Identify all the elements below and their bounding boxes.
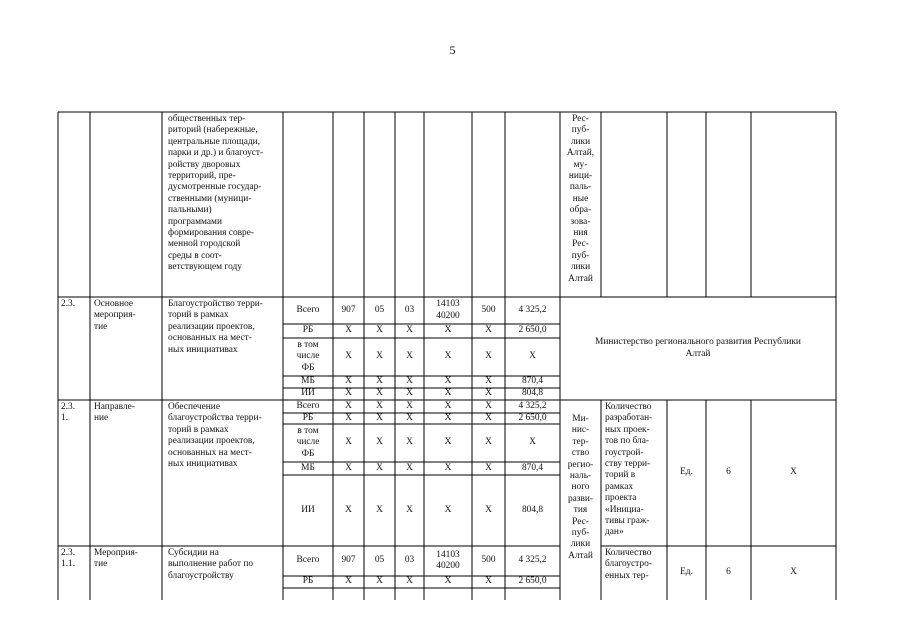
fin-code-line: Х [345, 576, 352, 587]
fin-code-line: Х [345, 400, 352, 411]
fin-label [284, 505, 332, 516]
fin-code [473, 325, 504, 336]
fin-label [284, 325, 332, 336]
fin-code [365, 463, 394, 474]
fin-code [396, 463, 423, 474]
fin-code-line: 500 [481, 304, 496, 315]
fin-amount [506, 463, 559, 474]
fin-code-line: Х [376, 412, 383, 423]
fin-code [425, 299, 471, 322]
fin-code [473, 463, 504, 474]
indicator-cell-line: рамках [605, 481, 634, 492]
fin-amount [506, 376, 559, 387]
row-number [61, 402, 87, 425]
fin-code [334, 505, 363, 516]
executor-cell-line: пуб- [571, 250, 590, 261]
fin-amount [506, 576, 559, 587]
indicator-cell-line: «Инициа- [605, 504, 644, 515]
fin-code-line: Х [345, 325, 352, 336]
fin-code [365, 505, 394, 516]
row-number [61, 299, 87, 310]
executor-cell-line: му- [573, 159, 588, 170]
indicator-cell-line: гоустрой- [605, 447, 644, 458]
executor-cell [561, 114, 600, 285]
fin-code [365, 576, 394, 587]
description-cell-line: формирования совре- [168, 228, 255, 239]
executor-cell-line: ство [571, 448, 590, 459]
row-number-line: 2.3. [61, 548, 76, 558]
fin-code [425, 388, 471, 399]
executor-cell-line: обра- [569, 205, 592, 216]
fin-code-line: Х [444, 504, 452, 515]
fin-code [334, 351, 363, 362]
executor-cell-line: Рес- [572, 516, 589, 527]
fin-code-line: Х [345, 388, 352, 399]
fin-code-line: Х [444, 437, 452, 448]
fin-label [284, 555, 332, 566]
row-number-line: 2.3. [61, 402, 76, 412]
fin-amount [506, 505, 559, 516]
value-cell-line: 6 [726, 467, 731, 478]
fin-amount-line: 804,8 [521, 388, 544, 399]
page-number: 5 [449, 43, 456, 57]
fin-code-line: Х [406, 576, 413, 587]
fin-code [396, 388, 423, 399]
executor-cell-line: лики [570, 136, 591, 147]
value2-cell-line: Х [790, 567, 797, 578]
row-type [94, 548, 158, 571]
description-cell-line: территорий, пре- [168, 171, 236, 182]
fin-code-line: Х [345, 437, 352, 448]
fin-code [365, 555, 394, 566]
fin-label-line: МБ [301, 462, 315, 473]
fin-code [334, 401, 363, 412]
executor-cell-line: Алтай, [566, 148, 595, 159]
value-cell [707, 467, 750, 478]
value-cell [707, 567, 750, 578]
fin-code-line: Х [345, 351, 352, 362]
fin-code [425, 376, 471, 387]
row-description-line: основанных на мест- [168, 333, 252, 344]
description-cell-line: общественных тер- [168, 114, 246, 124]
fin-label [284, 576, 332, 587]
row-description-line: Обеспечение [168, 402, 220, 412]
indicator-cell-line: ству терри- [605, 459, 651, 470]
executor-cell-line: Алтай [568, 273, 593, 284]
executor-cell-line: пуб- [571, 528, 590, 539]
fin-code-line: Х [444, 462, 452, 473]
fin-code [425, 463, 471, 474]
value2-cell [752, 467, 835, 478]
fin-code-line: Х [376, 462, 383, 473]
indicator-cell-line: Количество [605, 548, 652, 558]
fin-code-line: Х [376, 376, 383, 387]
row-description-line: Благоустройство терри- [168, 299, 263, 309]
fin-code-line: Х [485, 325, 492, 336]
fin-code-line: Х [406, 412, 413, 423]
row-number-line: 2.3. [61, 299, 76, 309]
unit-cell [668, 467, 705, 478]
row-number-line: 1. [61, 413, 69, 424]
indicator-cell-line: торий в [605, 470, 636, 481]
fin-label-line: ФБ [301, 362, 315, 373]
fin-code-line: Х [485, 504, 492, 515]
fin-code-line: Х [406, 437, 413, 448]
indicator-cell-line: Количество [605, 402, 652, 412]
row-description [168, 402, 277, 470]
fin-code [365, 388, 394, 399]
indicator-cell-line: тивы граж- [605, 516, 650, 527]
fin-code [473, 555, 504, 566]
executor-cell-line: Алтай [568, 550, 593, 561]
row-description-line: благоустройства терри- [168, 413, 262, 424]
fin-code [473, 401, 504, 412]
fin-code-line: 05 [374, 555, 385, 566]
fin-label [284, 463, 332, 474]
fin-code-line: Х [406, 462, 413, 473]
fin-code-line: 907 [341, 555, 356, 566]
fin-label [284, 426, 332, 460]
fin-code-line: Х [485, 400, 492, 411]
fin-code [473, 351, 504, 362]
row-type [94, 402, 158, 425]
fin-code [473, 505, 504, 516]
indicator-cell [605, 402, 663, 539]
fin-code [334, 305, 363, 316]
indicator-cell-line: проекта [605, 493, 637, 504]
fin-label-line: в том [297, 425, 319, 436]
fin-label-line: МБ [301, 376, 315, 387]
indicator-cell-line: тов по бла- [605, 436, 649, 447]
fin-code-line: Х [406, 325, 413, 336]
fin-code-line: Х [485, 376, 492, 387]
fin-label-line: Всего [296, 304, 320, 315]
fin-code [365, 437, 394, 448]
fin-amount-line: 4 325,2 [518, 555, 547, 566]
fin-amount-line: 4 325,2 [518, 400, 547, 411]
fin-code [396, 401, 423, 412]
fin-code-line: Х [444, 576, 452, 587]
description-cell-line: риторий (набережные, [168, 125, 258, 136]
fin-amount [506, 437, 559, 448]
fin-amount [506, 388, 559, 399]
fin-amount [506, 305, 559, 316]
executor-cell-line: тия [573, 505, 588, 516]
executor-cell-line: наль- [569, 471, 592, 482]
fin-code [425, 325, 471, 336]
unit-cell-line: Ед. [680, 467, 693, 478]
executor-cell-line: ные [572, 193, 589, 204]
indicator-cell-line: ных проек- [605, 424, 650, 435]
description-cell-line: парки и др.) и благоуст- [168, 148, 264, 159]
row-description-line: торий в рамках [168, 424, 229, 435]
fin-label-line: РБ [302, 576, 314, 587]
merged-executor-line: Министерство регионального развития Республики [595, 337, 801, 348]
fin-label-line: ФБ [301, 448, 315, 459]
fin-code [365, 376, 394, 387]
fin-code-line: Х [406, 376, 413, 387]
fin-code [425, 576, 471, 587]
description-cell-line: менной городской [168, 239, 241, 250]
fin-code [334, 555, 363, 566]
description-cell-line: программами [168, 216, 222, 227]
executor-cell-line: лики [570, 539, 591, 550]
fin-code-line: Х [345, 376, 352, 387]
row-description-line: Субсидии на [168, 548, 219, 558]
fin-code-line: 05 [374, 304, 385, 315]
fin-amount [506, 413, 559, 424]
fin-code [365, 413, 394, 424]
row-description-line: ных инициативах [168, 344, 238, 355]
fin-label-line: Всего [296, 555, 320, 566]
fin-code-line: 03 [404, 555, 415, 566]
fin-code [473, 388, 504, 399]
fin-label-line: ИИ [301, 504, 315, 515]
fin-code-line: Х [345, 462, 352, 473]
description-cell-line: среды в соот- [168, 250, 222, 261]
fin-code [473, 305, 504, 316]
executor-cell-line: зова- [570, 216, 591, 227]
fin-label [284, 376, 332, 387]
row-number [61, 548, 87, 571]
fin-code [334, 437, 363, 448]
fin-code [425, 505, 471, 516]
value-cell-line: 6 [726, 567, 731, 578]
indicator-cell [605, 548, 663, 582]
value2-cell-line: Х [790, 467, 797, 478]
fin-code [334, 376, 363, 387]
fin-code-line: Х [444, 351, 452, 362]
fin-amount [506, 401, 559, 412]
executor-cell-line: Рес- [572, 114, 589, 124]
fin-amount-line: 2 650,0 [518, 325, 547, 336]
fin-code-line: Х [376, 400, 383, 411]
fin-code [396, 325, 423, 336]
fin-code [473, 576, 504, 587]
fin-code-line: Х [485, 437, 492, 448]
fin-code-line: Х [376, 325, 383, 336]
fin-amount-line: 4 325,2 [518, 304, 547, 315]
row-description-line: ных инициативах [168, 459, 238, 470]
fin-code-line: Х [444, 412, 452, 423]
fin-label-line: ИИ [301, 388, 315, 399]
executor-cell-line: тер- [572, 436, 589, 447]
fin-code-line: Х [406, 351, 413, 362]
unit-cell-line: Ед. [680, 567, 693, 578]
row-type-line: тие [94, 559, 108, 570]
fin-code [396, 437, 423, 448]
description-cell-line: ройству дворовых [168, 159, 241, 170]
row-type-line: ние [94, 413, 109, 424]
fin-code [425, 351, 471, 362]
fin-code [334, 388, 363, 399]
fin-code-line: Х [376, 388, 383, 399]
fin-code [473, 437, 504, 448]
fin-code [365, 351, 394, 362]
row-type-line: мероприя- [94, 310, 136, 321]
fin-code-line: Х [376, 576, 383, 587]
fin-label-line: Всего [296, 400, 320, 411]
executor-cell [561, 414, 600, 562]
executor-cell-line: паль- [569, 182, 592, 193]
value2-cell [752, 567, 835, 578]
fin-code [425, 550, 471, 573]
row-type-line: Основное [94, 299, 134, 309]
fin-code-line: 14103 [436, 299, 460, 310]
fin-code [334, 413, 363, 424]
executor-cell-line: лики [570, 262, 591, 273]
description-cell-line: ственными (муници- [168, 193, 252, 204]
executor-cell-line: пуб- [571, 125, 590, 136]
fin-code [425, 437, 471, 448]
row-description-line: реализации проектов, [168, 321, 255, 332]
fin-code-line: 40200 [436, 310, 460, 321]
fin-code-line: Х [444, 388, 452, 399]
fin-code-line: Х [485, 351, 492, 362]
indicator-cell-line: разработан- [605, 413, 653, 424]
fin-label [284, 401, 332, 412]
description-cell-line: ветствующем году [168, 262, 242, 273]
executor-cell-line: ния [573, 228, 588, 239]
fin-code-line: Х [376, 504, 383, 515]
fin-code [334, 463, 363, 474]
fin-code [396, 351, 423, 362]
merged-executor-line: Алтай [685, 348, 711, 359]
row-type-line: Направле- [94, 402, 135, 412]
executor-cell-line: ници- [568, 171, 593, 182]
fin-amount-line: Х [529, 351, 536, 362]
indicator-cell-line: благоустро- [605, 559, 652, 570]
fin-code-line: Х [485, 388, 492, 399]
fin-label [284, 305, 332, 316]
fin-label [284, 413, 332, 424]
description-cell-line: дусмотренные государ- [168, 182, 262, 193]
executor-cell-line: ного [571, 482, 590, 493]
indicator-cell-line: дан» [605, 527, 624, 538]
row-description-line: реализации проектов, [168, 436, 255, 447]
fin-code [365, 325, 394, 336]
description-cell-line: центральные площади, [168, 136, 261, 147]
row-description-line: выполнение работ по [168, 559, 254, 570]
row-type [94, 299, 158, 333]
fin-code [334, 576, 363, 587]
fin-code-line: Х [444, 376, 452, 387]
executor-cell-line: Ми- [572, 414, 589, 424]
executor-cell-line: нис- [571, 425, 590, 436]
row-description-line: торий в рамках [168, 310, 229, 321]
description-cell [168, 114, 277, 274]
fin-code-line: Х [485, 576, 492, 587]
row-description [168, 548, 277, 582]
fin-code-line: Х [485, 462, 492, 473]
fin-code-line: Х [345, 504, 352, 515]
fin-label-line: в том [297, 339, 319, 350]
fin-code-line: Х [406, 400, 413, 411]
fin-code [396, 305, 423, 316]
fin-code [334, 325, 363, 336]
fin-code-line: Х [444, 325, 452, 336]
fin-code [396, 376, 423, 387]
fin-code-line: Х [485, 412, 492, 423]
fin-code [473, 376, 504, 387]
fin-amount [506, 325, 559, 336]
fin-code-line: 500 [481, 555, 496, 566]
fin-amount-line: 870,4 [521, 462, 544, 473]
fin-label-line: РБ [302, 325, 314, 336]
fin-code [396, 413, 423, 424]
fin-label-line: числе [296, 437, 320, 448]
fin-code [365, 305, 394, 316]
fin-code-line: 40200 [436, 561, 460, 571]
fin-code-line: 14103 [436, 549, 460, 560]
fin-label-line: числе [296, 351, 320, 362]
fin-code [396, 555, 423, 566]
fin-code [396, 505, 423, 516]
fin-amount [506, 555, 559, 566]
executor-cell-line: разви- [567, 493, 594, 504]
fin-amount [506, 351, 559, 362]
fin-amount-line: 2 650,0 [518, 576, 547, 587]
fin-amount-line: Х [529, 437, 536, 448]
merged-executor [566, 337, 830, 360]
fin-code [365, 401, 394, 412]
description-cell-line: пальными) [168, 205, 212, 216]
fin-code-line: Х [376, 437, 383, 448]
fin-code-line: Х [406, 504, 413, 515]
row-description [168, 299, 277, 356]
fin-code-line: Х [345, 412, 352, 423]
row-description-line: основанных на мест- [168, 447, 252, 458]
fin-label [284, 340, 332, 374]
executor-cell-line: регио- [567, 459, 594, 470]
executor-cell-line: Рес- [572, 239, 589, 250]
fin-amount-line: 804,8 [521, 504, 544, 515]
fin-code-line: Х [376, 351, 383, 362]
fin-code-line: Х [444, 400, 452, 411]
fin-code [473, 413, 504, 424]
fin-code-line: 03 [404, 304, 415, 315]
row-type-line: тие [94, 321, 108, 332]
row-type-line: Мероприя- [94, 548, 138, 558]
fin-code-line: Х [406, 388, 413, 399]
fin-code [425, 413, 471, 424]
fin-code [425, 401, 471, 412]
unit-cell [668, 567, 705, 578]
fin-label-line: РБ [302, 412, 314, 423]
fin-label [284, 388, 332, 399]
fin-amount-line: 2 650,0 [518, 412, 547, 423]
row-description-line: благоустройству [168, 570, 234, 581]
fin-code [396, 576, 423, 587]
fin-code-line: 907 [341, 304, 356, 315]
row-number-line: 1.1. [61, 559, 76, 570]
fin-amount-line: 870,4 [521, 376, 544, 387]
indicator-cell-line: енных тер- [605, 570, 649, 581]
